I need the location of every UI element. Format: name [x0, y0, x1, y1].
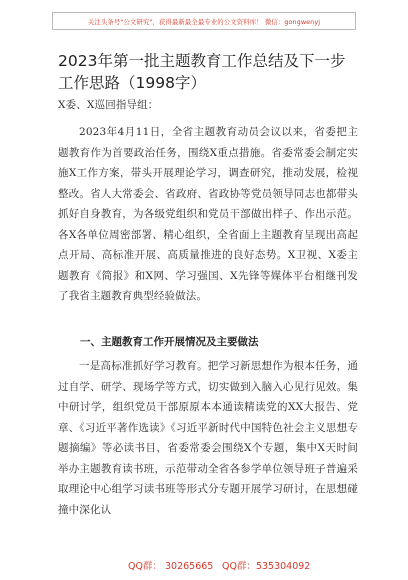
qq-group-2: QQ群：535304092 [222, 561, 311, 572]
promo-banner-text: 关注头条号"公文研究"，获得最新最全最专业的公文资料库！ 微信：gongwenyj [87, 17, 321, 26]
qq-group-1: QQ群： 30265665 [128, 561, 214, 572]
salutation: X委、X巡回指导组： [58, 99, 159, 111]
footer-contact [0, 558, 408, 574]
paragraph-intro: 2023年4月11日，全省主题教育动员会议以来，省委把主题教育作为首要政治任务，围绕X重点措施。省委常委会制定实施X工作方案，带头开展理论学习，调查研究，推动发展，检视整改。省人大常委会、省政府、省政协等党员领导同志也都带头抓好自身教育，为各级党组织和党员干部做出样子、作出示范。各X各单位周密部署、精心组织，全省面上主题教育呈现出高起点开局、高标准开展、高质量推进的良好态势。X卫视、X委主题教育《简报》和X网、学习强国、X先锋等媒体平台相继刊发了我省主题教育典型经验做法。 [58, 126, 358, 302]
section-heading-1: 一、主题教育工作开展情况及主要做法 [80, 336, 259, 348]
promo-banner [52, 12, 356, 30]
paragraph-study-education: 一是高标准抓好学习教育。把学习新思想作为根本任务，通过自学、研学、现场学等方式，切实做到入脑入心见行见效。集中研讨学，组织党员干部原原本本通读精读党的XX大报告、党章、《习近平著作选读》《习近平新时代中国特色社会主义思想专题摘编》等必读书目，省委常委会围绕X个专题，集中X天时间举办主题教育读书班，示范带动全省各参学单位领导班子普遍采取理论中心组学习读书班等形式分专题开展学习研讨，在思想碰撞中深化认 [58, 360, 358, 516]
document-title: 2023年第一批主题教育工作总结及下一步工作思路（1998字） [58, 52, 346, 92]
